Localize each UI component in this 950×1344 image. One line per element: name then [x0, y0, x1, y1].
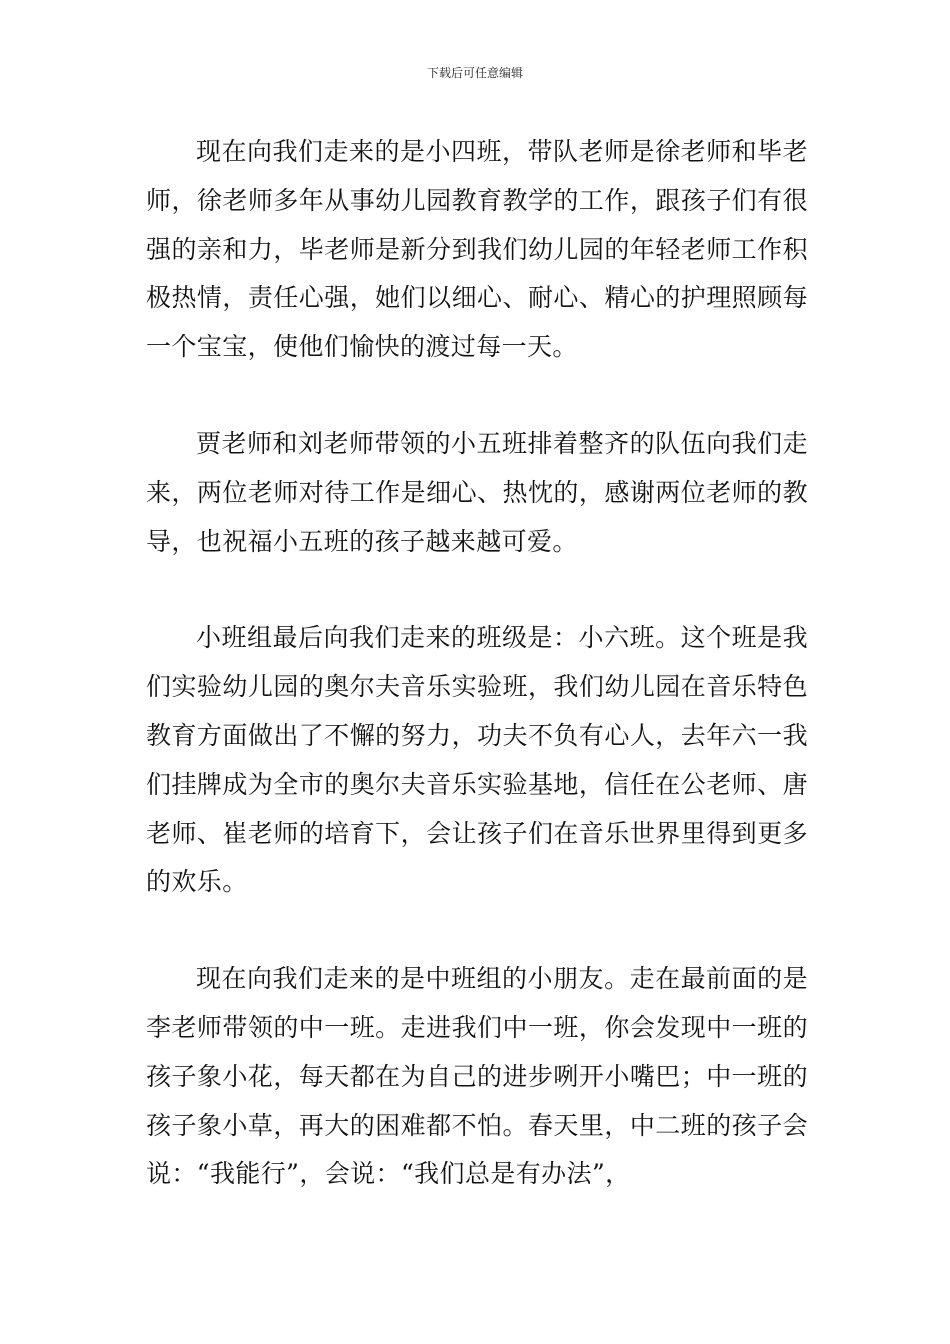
paragraph-1: 现在向我们走来的是小四班，带队老师是徐老师和毕老师，徐老师多年从事幼儿园教育教学的工作，跟孩子们有很强的亲和力，毕老师是新分到我们幼儿园的年轻老师工作积极热情，责任心强，她们以细心、耐心、精心的护理照顾每一个宝宝，使他们愉快的渡过每一天。 [146, 137, 808, 362]
paragraph-4: 现在向我们走来的是中班组的小朋友。走在最前面的是李老师带领的中一班。走进我们中一班，你会发现中一班的孩子象小花，每天都在为自己的进步咧开小嘴巴；中一班的孩子象小草，再大的困难都不怕。春天里，中二班的孩子会说：“我能行”，会说：“我们总是有办法”， [146, 964, 808, 1189]
paragraph-3: 小班组最后向我们走来的班级是：小六班。这个班是我们实验幼儿园的奥尔夫音乐实验班，我们幼儿园在音乐特色教育方面做出了不懈的努力，功夫不负有心人，去年六一我们挂牌成为全市的奥尔夫音乐实验基地，信任在公老师、唐老师、崔老师的培育下，会让孩子们在音乐世界里得到更多的欢乐。 [146, 623, 808, 897]
page-header: 下载后可任意编辑 [426, 66, 523, 80]
paragraph-2: 贾老师和刘老师带领的小五班排着整齐的队伍向我们走来，两位老师对待工作是细心、热忱的，感谢两位老师的教导，也祝福小五班的孩子越来越可爱。 [146, 428, 808, 556]
document-body [146, 128, 808, 1199]
